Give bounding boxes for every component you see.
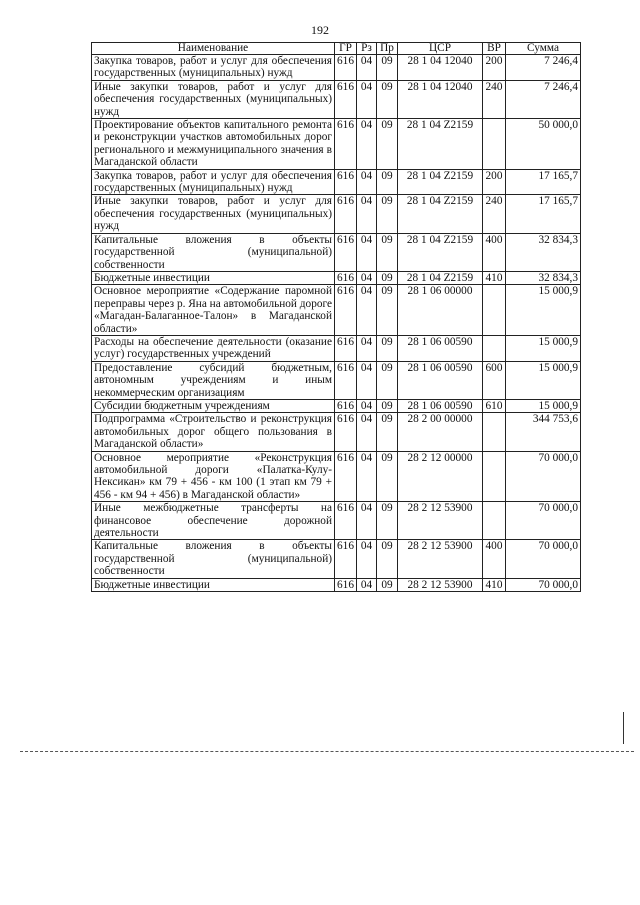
cell-rz: 04 (357, 285, 377, 336)
cell-name: Основное мероприятие «Содержание паромной переправы через р. Яна на автомобильной дороге «Магадан-Балаганное-Талон» в Магаданской области» (92, 285, 335, 336)
cell-sum: 70 000,0 (506, 451, 581, 502)
cell-gr: 616 (335, 502, 357, 540)
table-row (92, 578, 581, 591)
cell-csr: 28 1 04 Z2159 (398, 271, 483, 284)
cell-csr: 28 2 00 00000 (398, 413, 483, 451)
cell-name: Подпрограмма «Строительство и реконструкция автомобильных дорог общего пользования в Магаданской области» (92, 413, 335, 451)
cell-pr: 09 (377, 451, 398, 502)
cell-rz: 04 (357, 233, 377, 271)
cell-csr: 28 1 04 Z2159 (398, 233, 483, 271)
cell-sum: 70 000,0 (506, 540, 581, 578)
cell-sum: 15 000,9 (506, 285, 581, 336)
table-body (92, 55, 581, 592)
header-vr: ВР (483, 43, 506, 55)
table-row (92, 119, 581, 170)
cell-pr: 09 (377, 169, 398, 195)
cell-gr: 616 (335, 451, 357, 502)
cell-rz: 04 (357, 502, 377, 540)
cell-gr: 616 (335, 578, 357, 591)
cell-pr: 09 (377, 540, 398, 578)
cell-csr: 28 2 12 00000 (398, 451, 483, 502)
page-divider (20, 751, 634, 753)
cell-pr: 09 (377, 502, 398, 540)
cell-rz: 04 (357, 55, 377, 81)
table-header-row (92, 43, 581, 55)
cell-pr: 09 (377, 361, 398, 399)
cell-rz: 04 (357, 335, 377, 361)
cell-rz: 04 (357, 195, 377, 233)
cell-pr: 09 (377, 285, 398, 336)
table-row (92, 502, 581, 540)
cell-name: Иные закупки товаров, работ и услуг для обеспечения государственных (муниципальных) нужд (92, 195, 335, 233)
cell-sum: 17 165,7 (506, 195, 581, 233)
cell-rz: 04 (357, 80, 377, 118)
table-row (92, 451, 581, 502)
header-gr: ГР (335, 43, 357, 55)
cell-gr: 616 (335, 540, 357, 578)
cell-sum: 70 000,0 (506, 502, 581, 540)
cell-name: Закупка товаров, работ и услуг для обеспечения государственных (муниципальных) нужд (92, 55, 335, 81)
page-number: 192 (311, 23, 329, 37)
cell-rz: 04 (357, 451, 377, 502)
cell-name: Бюджетные инвестиции (92, 578, 335, 591)
cell-gr: 616 (335, 195, 357, 233)
cell-vr: 240 (483, 80, 506, 118)
cell-vr: 410 (483, 271, 506, 284)
cell-name: Иные межбюджетные трансферты на финансовое обеспечение дорожной деятельности (92, 502, 335, 540)
cell-rz: 04 (357, 361, 377, 399)
cell-gr: 616 (335, 285, 357, 336)
cell-csr: 28 1 04 Z2159 (398, 169, 483, 195)
cell-name: Основное мероприятие «Реконструкция автомобильной дороги «Палатка-Кулу-Нексикан» км 79 + 456 - км 100 (1 этап км 79 + 456 - км 94 + 456) в Магаданской области» (92, 451, 335, 502)
cell-csr: 28 1 04 12040 (398, 55, 483, 81)
cell-csr: 28 1 04 12040 (398, 80, 483, 118)
table-row (92, 361, 581, 399)
cell-name: Капитальные вложения в объекты государственной (муниципальной) собственности (92, 233, 335, 271)
cell-vr: 200 (483, 169, 506, 195)
budget-table (91, 42, 581, 592)
table-row (92, 195, 581, 233)
table-row (92, 55, 581, 81)
margin-mark (623, 712, 624, 744)
cell-sum: 50 000,0 (506, 119, 581, 170)
cell-vr: 200 (483, 55, 506, 81)
cell-csr: 28 1 06 00000 (398, 285, 483, 336)
cell-rz: 04 (357, 578, 377, 591)
cell-pr: 09 (377, 335, 398, 361)
cell-vr (483, 413, 506, 451)
cell-csr: 28 1 04 Z2159 (398, 195, 483, 233)
cell-vr: 240 (483, 195, 506, 233)
cell-name: Расходы на обеспечение деятельности (оказание услуг) государственных учреждений (92, 335, 335, 361)
cell-sum: 7 246,4 (506, 80, 581, 118)
cell-vr: 400 (483, 233, 506, 271)
table-row (92, 233, 581, 271)
cell-name: Субсидии бюджетным учреждениям (92, 399, 335, 412)
table-row (92, 169, 581, 195)
header-csr: ЦСР (398, 43, 483, 55)
cell-vr (483, 119, 506, 170)
table-row (92, 285, 581, 336)
cell-vr (483, 451, 506, 502)
cell-gr: 616 (335, 335, 357, 361)
cell-name: Предоставление субсидий бюджетным, автономным учреждениям и иным некоммерческим организациям (92, 361, 335, 399)
header-sum: Сумма (506, 43, 581, 55)
cell-sum: 15 000,9 (506, 335, 581, 361)
cell-gr: 616 (335, 233, 357, 271)
table-row (92, 540, 581, 578)
cell-pr: 09 (377, 195, 398, 233)
cell-vr: 610 (483, 399, 506, 412)
cell-name: Бюджетные инвестиции (92, 271, 335, 284)
header-pr: Пр (377, 43, 398, 55)
table-row (92, 413, 581, 451)
cell-csr: 28 1 04 Z2159 (398, 119, 483, 170)
cell-name: Капитальные вложения в объекты государственной (муниципальной) собственности (92, 540, 335, 578)
header-name: Наименование (92, 43, 335, 55)
cell-vr (483, 285, 506, 336)
cell-gr: 616 (335, 271, 357, 284)
cell-csr: 28 1 06 00590 (398, 399, 483, 412)
cell-csr: 28 2 12 53900 (398, 502, 483, 540)
cell-pr: 09 (377, 271, 398, 284)
cell-vr (483, 335, 506, 361)
cell-pr: 09 (377, 413, 398, 451)
cell-sum: 32 834,3 (506, 271, 581, 284)
cell-gr: 616 (335, 55, 357, 81)
cell-csr: 28 1 06 00590 (398, 335, 483, 361)
cell-pr: 09 (377, 55, 398, 81)
cell-sum: 344 753,6 (506, 413, 581, 451)
cell-rz: 04 (357, 271, 377, 284)
cell-rz: 04 (357, 413, 377, 451)
cell-sum: 15 000,9 (506, 361, 581, 399)
header-rz: Рз (357, 43, 377, 55)
cell-pr: 09 (377, 80, 398, 118)
cell-vr: 410 (483, 578, 506, 591)
cell-rz: 04 (357, 399, 377, 412)
table-row (92, 80, 581, 118)
table-row (92, 399, 581, 412)
cell-pr: 09 (377, 399, 398, 412)
cell-pr: 09 (377, 578, 398, 591)
cell-name: Иные закупки товаров, работ и услуг для обеспечения государственных (муниципальных) нужд (92, 80, 335, 118)
cell-rz: 04 (357, 169, 377, 195)
cell-rz: 04 (357, 119, 377, 170)
cell-name: Проектирование объектов капитального ремонта и реконструкции участков автомобильных дорог регионального и межмуниципального значения в Магаданской области (92, 119, 335, 170)
cell-pr: 09 (377, 119, 398, 170)
table-row (92, 335, 581, 361)
cell-gr: 616 (335, 413, 357, 451)
cell-vr (483, 502, 506, 540)
cell-rz: 04 (357, 540, 377, 578)
cell-sum: 17 165,7 (506, 169, 581, 195)
cell-sum: 32 834,3 (506, 233, 581, 271)
cell-name: Закупка товаров, работ и услуг для обеспечения государственных (муниципальных) нужд (92, 169, 335, 195)
cell-sum: 7 246,4 (506, 55, 581, 81)
cell-csr: 28 1 06 00590 (398, 361, 483, 399)
cell-vr: 600 (483, 361, 506, 399)
cell-sum: 70 000,0 (506, 578, 581, 591)
cell-csr: 28 2 12 53900 (398, 540, 483, 578)
cell-gr: 616 (335, 169, 357, 195)
cell-pr: 09 (377, 233, 398, 271)
cell-csr: 28 2 12 53900 (398, 578, 483, 591)
cell-gr: 616 (335, 80, 357, 118)
cell-gr: 616 (335, 119, 357, 170)
cell-gr: 616 (335, 399, 357, 412)
cell-sum: 15 000,9 (506, 399, 581, 412)
cell-gr: 616 (335, 361, 357, 399)
table-row (92, 271, 581, 284)
cell-vr: 400 (483, 540, 506, 578)
